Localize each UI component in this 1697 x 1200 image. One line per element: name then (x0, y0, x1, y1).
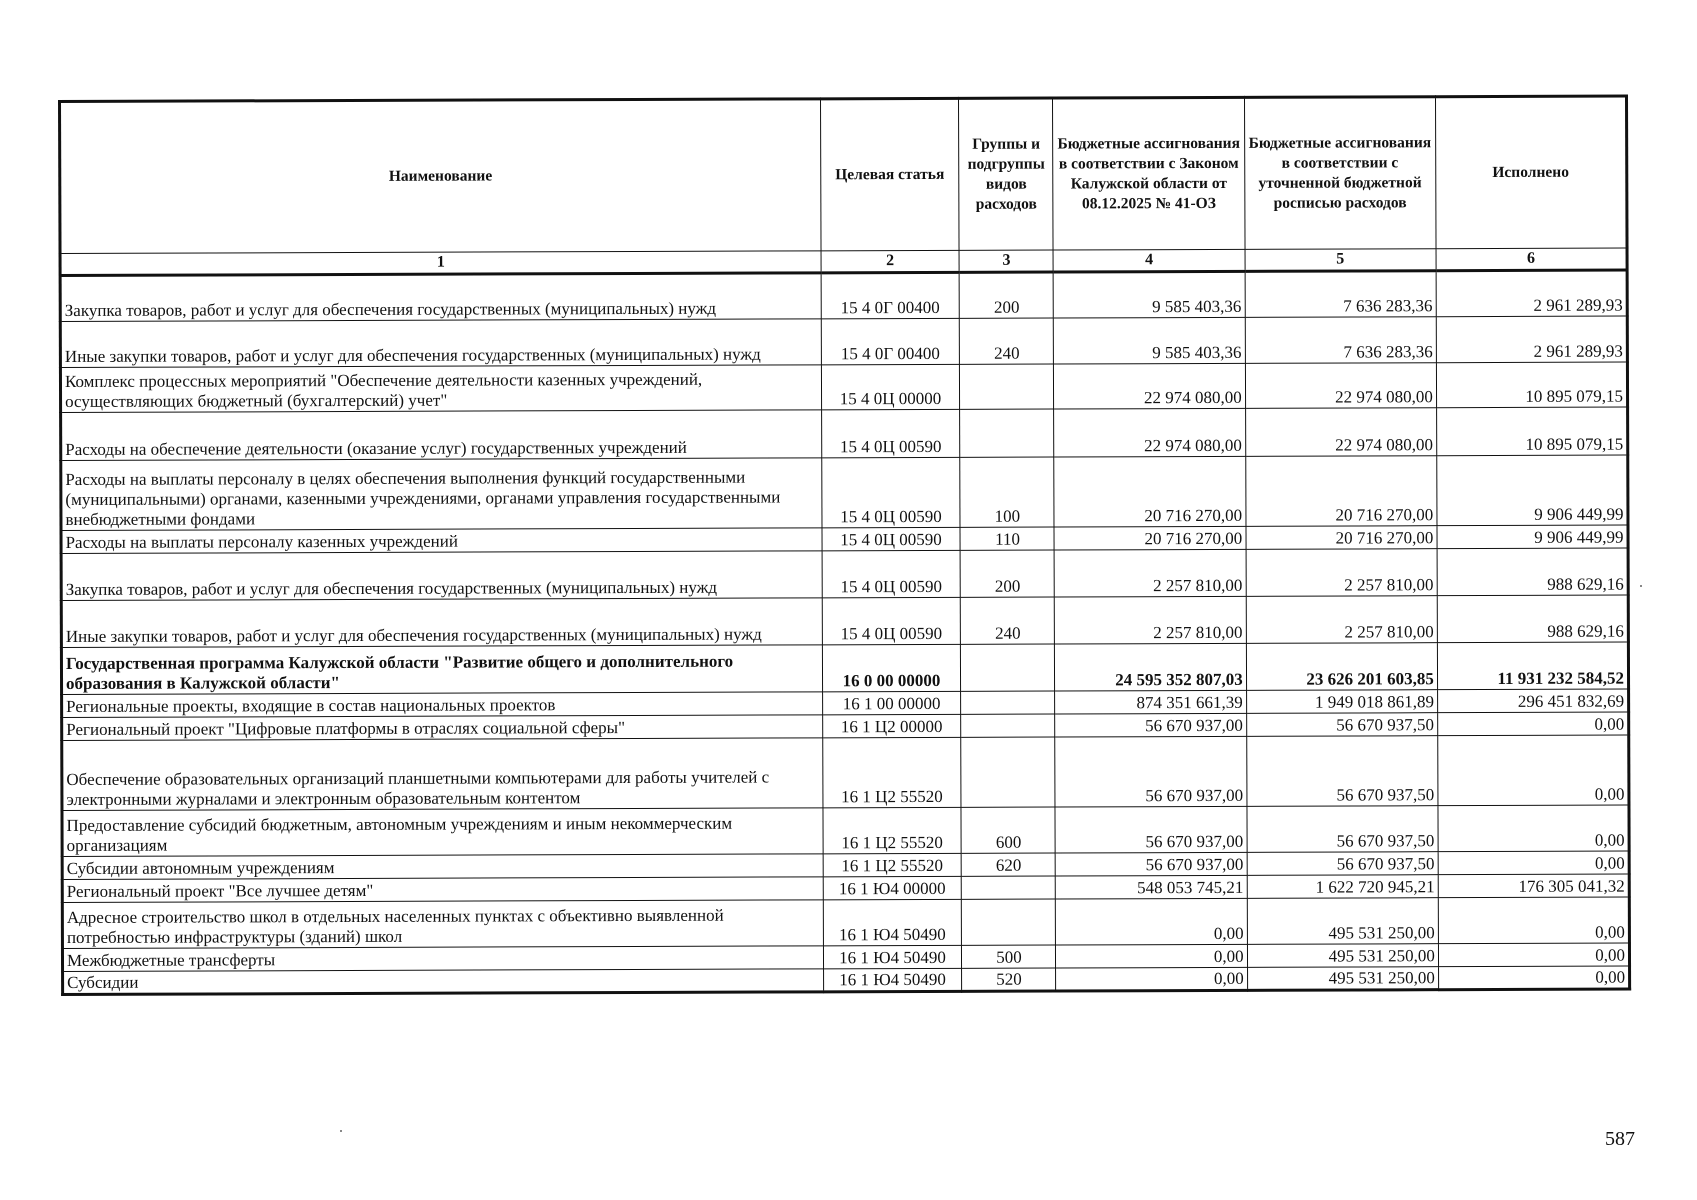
column-number: 1 (60, 251, 821, 276)
table-header-row (60, 96, 1628, 253)
row-executed-amount: 176 305 041,32 (1438, 874, 1629, 898)
row-executed-amount: 2 961 289,93 (1436, 270, 1627, 317)
header-target: Целевая статья (820, 98, 959, 250)
table-row (60, 362, 1627, 412)
row-name: Межбюджетные трансферты (62, 946, 823, 972)
row-name: Региональный проект "Цифровые платформы в отраслях социальной сферы" (62, 715, 823, 741)
table-row (61, 642, 1628, 694)
row-law-amount: 9 585 403,36 (1054, 317, 1245, 364)
page-number: 587 (1605, 1128, 1635, 1150)
row-target-code: 15 4 0Ц 00590 (822, 550, 961, 597)
row-law-amount: 0,00 (1056, 967, 1247, 991)
row-expense-group: 240 (960, 318, 1054, 364)
row-executed-amount: 0,00 (1438, 897, 1629, 944)
column-number: 2 (821, 250, 960, 272)
row-law-amount: 548 053 745,21 (1056, 875, 1247, 899)
row-name: Адресное строительство школ в отдельных населенных пунктах с объективно выявленной потребностью инфраструктуры (зданий) школ (62, 900, 823, 949)
row-target-code: 15 4 0Г 00400 (821, 272, 960, 318)
row-executed-amount: 0,00 (1438, 966, 1629, 990)
row-expense-group: 620 (962, 853, 1056, 876)
row-name: Иные закупки товаров, работ и услуг для обеспечения государственных (муниципальных) нужд (60, 319, 821, 368)
row-law-amount: 56 670 937,00 (1055, 713, 1246, 737)
row-law-amount: 22 974 080,00 (1054, 363, 1245, 409)
row-executed-amount: 0,00 (1437, 712, 1628, 736)
row-executed-amount: 9 906 449,99 (1437, 525, 1628, 549)
row-refined-amount: 56 670 937,50 (1247, 852, 1438, 876)
row-refined-amount: 7 636 283,36 (1245, 271, 1436, 318)
row-law-amount: 20 716 270,00 (1054, 526, 1245, 550)
row-law-amount: 56 670 937,00 (1055, 806, 1246, 853)
column-number: 6 (1436, 248, 1627, 271)
row-refined-amount: 7 636 283,36 (1245, 317, 1436, 364)
row-law-amount: 0,00 (1056, 898, 1247, 945)
row-target-code: 16 1 Ю4 00000 (823, 876, 962, 899)
row-target-code: 16 1 00 00000 (822, 691, 961, 714)
row-expense-group: 110 (960, 527, 1054, 550)
row-refined-amount: 56 670 937,50 (1246, 736, 1437, 807)
row-target-code: 16 1 Ц2 00000 (822, 714, 961, 737)
row-law-amount: 0,00 (1056, 944, 1247, 968)
row-executed-amount: 10 895 079,15 (1436, 362, 1627, 408)
scan-speck (1640, 585, 1642, 587)
row-target-code: 15 4 0Ц 00000 (821, 364, 960, 409)
row-target-code: 16 1 Ц2 55520 (823, 853, 962, 876)
row-refined-amount: 495 531 250,00 (1247, 944, 1438, 968)
row-refined-amount: 20 716 270,00 (1246, 526, 1437, 550)
row-name: Обеспечение образовательных организаций планшетными компьютерами для работы учителей с электронными журналами и электронным образовательным контентом (62, 738, 823, 811)
row-law-amount: 24 595 352 807,03 (1055, 643, 1246, 691)
budget-table (58, 95, 1631, 996)
row-executed-amount: 0,00 (1438, 805, 1629, 852)
row-law-amount: 2 257 810,00 (1055, 549, 1246, 597)
table-body (60, 270, 1630, 994)
row-executed-amount: 11 931 232 584,52 (1437, 642, 1628, 690)
table-row (62, 897, 1629, 948)
row-target-code: 16 1 Ю4 50490 (823, 968, 962, 991)
row-expense-group (961, 737, 1055, 807)
table-row (61, 407, 1628, 460)
row-refined-amount: 56 670 937,50 (1246, 713, 1437, 737)
row-refined-amount: 1 622 720 945,21 (1247, 875, 1438, 899)
column-number: 3 (959, 250, 1053, 272)
row-refined-amount: 2 257 810,00 (1246, 549, 1437, 597)
row-law-amount: 2 257 810,00 (1055, 596, 1246, 644)
table-row (60, 270, 1627, 321)
row-expense-group (960, 364, 1054, 409)
row-name: Государственная программа Калужской области "Развитие общего и дополнительного образования в Калужской области" (61, 645, 822, 695)
table-row (61, 455, 1628, 530)
column-number: 4 (1053, 249, 1244, 272)
row-expense-group: 200 (960, 272, 1054, 318)
row-target-code: 16 1 Ц2 55520 (822, 737, 961, 807)
header-groups: Группы и подгруппы видов расходов (959, 98, 1054, 250)
row-executed-amount: 988 629,16 (1437, 595, 1628, 643)
row-refined-amount: 20 716 270,00 (1245, 456, 1436, 527)
row-target-code: 16 0 00 00000 (822, 644, 961, 691)
row-expense-group (961, 644, 1055, 691)
row-executed-amount: 2 961 289,93 (1436, 316, 1627, 363)
header-law: Бюджетные ассигнования в соответствии с Законом Калужской области от 08.12.2025 № 41-ОЗ (1053, 97, 1245, 250)
row-name: Закупка товаров, работ и услуг для обеспечения государственных (муниципальных) нужд (60, 273, 821, 322)
row-law-amount: 22 974 080,00 (1054, 408, 1245, 457)
row-target-code: 15 4 0Ц 00590 (821, 409, 960, 457)
table-row (61, 548, 1628, 600)
row-target-code: 15 4 0Ц 00590 (822, 597, 961, 644)
row-executed-amount: 10 895 079,15 (1436, 407, 1627, 456)
row-expense-group (961, 714, 1055, 737)
row-name: Расходы на выплаты персоналу казенных учреждений (61, 528, 822, 554)
row-refined-amount: 2 257 810,00 (1246, 596, 1437, 644)
table-row (62, 805, 1629, 856)
row-expense-group: 600 (961, 807, 1055, 853)
column-number: 5 (1245, 249, 1436, 272)
row-executed-amount: 296 451 832,69 (1437, 689, 1628, 713)
row-law-amount: 56 670 937,00 (1055, 736, 1246, 807)
row-law-amount: 9 585 403,36 (1054, 271, 1245, 318)
row-expense-group: 520 (962, 968, 1056, 991)
row-expense-group: 200 (961, 550, 1055, 597)
row-target-code: 15 4 0Ц 00590 (822, 527, 961, 550)
row-name: Субсидии (63, 969, 824, 995)
row-name: Расходы на обеспечение деятельности (оказание услуг) государственных учреждений (61, 410, 822, 461)
scan-speck (340, 1130, 342, 1132)
row-expense-group (961, 691, 1055, 714)
table-row (60, 316, 1627, 367)
row-executed-amount: 0,00 (1438, 851, 1629, 875)
row-target-code: 16 1 Ц2 55520 (822, 807, 961, 853)
row-target-code: 16 1 Ю4 50490 (823, 945, 962, 968)
row-law-amount: 56 670 937,00 (1056, 852, 1247, 876)
row-executed-amount: 0,00 (1438, 735, 1629, 806)
row-name: Комплекс процессных мероприятий "Обеспечение деятельности казенных учреждений, осуществляющих бюджетный (бухгалтерский) учет" (60, 365, 821, 413)
row-law-amount: 20 716 270,00 (1054, 456, 1245, 527)
row-name: Субсидии автономным учреждениям (62, 854, 823, 880)
table-row (63, 966, 1630, 994)
row-name: Расходы на выплаты персоналу в целях обеспечения выполнения функций государственными (муниципальными) органами, казенными учреждениями, органами управления государственными внебюджетными фондами (61, 458, 822, 531)
row-expense-group (962, 899, 1056, 945)
row-expense-group (960, 409, 1054, 457)
row-expense-group (962, 876, 1056, 899)
row-refined-amount: 495 531 250,00 (1247, 967, 1438, 991)
header-executed: Исполнено (1435, 96, 1627, 249)
row-refined-amount: 22 974 080,00 (1245, 408, 1436, 457)
row-name: Региональные проекты, входящие в состав национальных проектов (62, 692, 823, 718)
row-refined-amount: 23 626 201 603,85 (1246, 643, 1437, 691)
row-target-code: 16 1 Ю4 50490 (823, 899, 962, 945)
row-refined-amount: 495 531 250,00 (1247, 898, 1438, 945)
row-expense-group: 240 (961, 597, 1055, 644)
row-refined-amount: 22 974 080,00 (1245, 363, 1436, 409)
table-row (61, 595, 1628, 647)
row-law-amount: 874 351 661,39 (1055, 690, 1246, 714)
row-name: Закупка товаров, работ и услуг для обеспечения государственных (муниципальных) нужд (61, 551, 822, 601)
row-executed-amount: 988 629,16 (1437, 548, 1628, 596)
row-executed-amount: 0,00 (1438, 943, 1629, 967)
row-name: Региональный проект "Все лучшее детям" (62, 877, 823, 903)
row-expense-group: 500 (962, 945, 1056, 968)
row-target-code: 15 4 0Ц 00590 (821, 457, 960, 527)
row-name: Предоставление субсидий бюджетным, автономным учреждениям и иным некоммерческим организациям (62, 808, 823, 857)
header-refined: Бюджетные ассигнования в соответствии с уточненной бюджетной росписью расходов (1244, 97, 1436, 250)
row-refined-amount: 56 670 937,50 (1247, 806, 1438, 853)
table-row (62, 735, 1629, 810)
row-target-code: 15 4 0Г 00400 (821, 318, 960, 364)
row-executed-amount: 9 906 449,99 (1437, 455, 1628, 526)
row-expense-group: 100 (960, 457, 1054, 527)
header-name: Наименование (60, 99, 821, 254)
row-refined-amount: 1 949 018 861,89 (1246, 690, 1437, 714)
row-name: Иные закупки товаров, работ и услуг для обеспечения государственных (муниципальных) нужд (61, 598, 822, 648)
